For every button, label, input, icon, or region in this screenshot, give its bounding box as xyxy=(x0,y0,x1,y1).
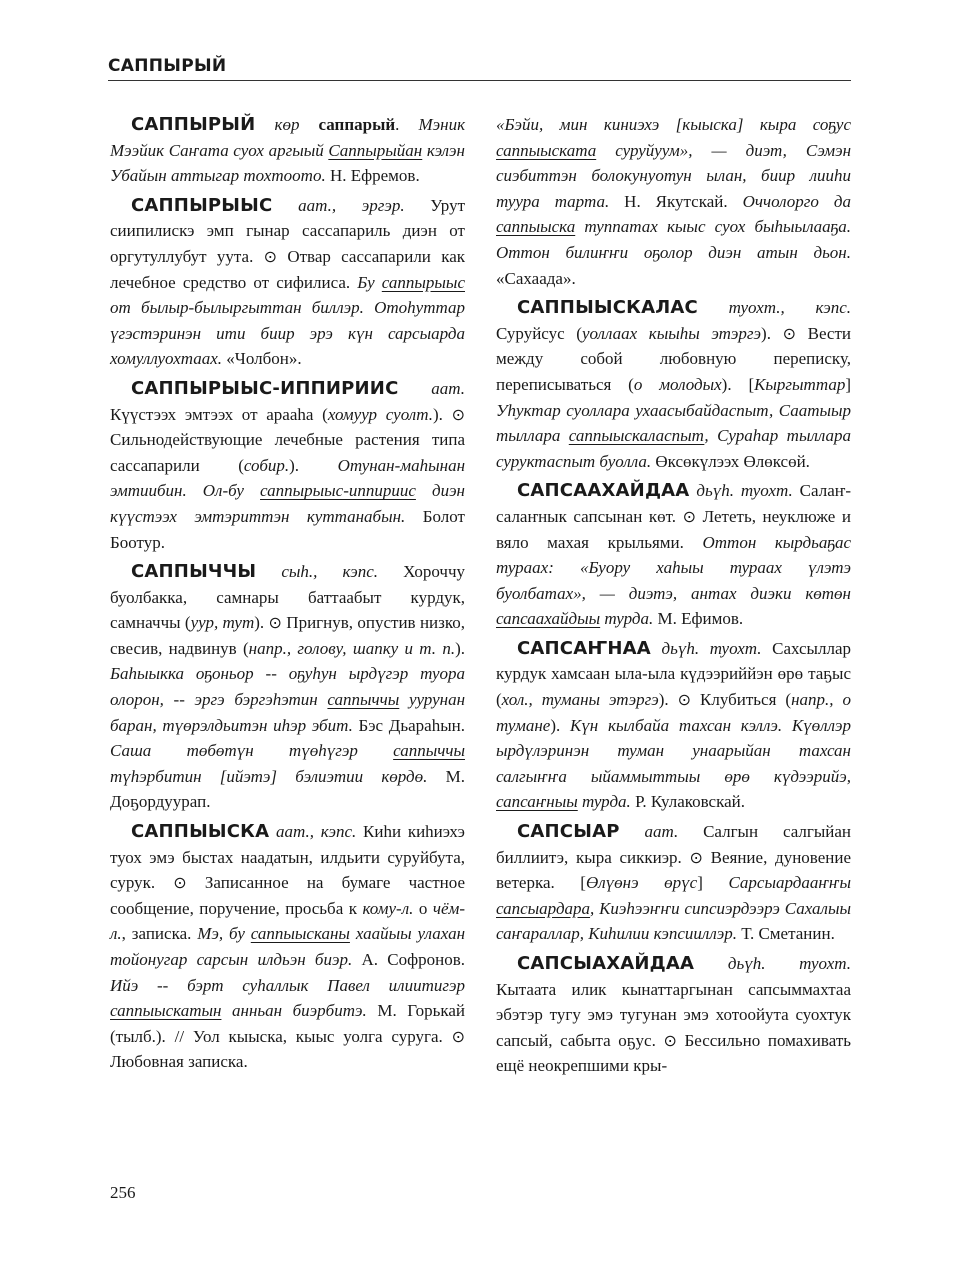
text-run: Т. Сметанин. xyxy=(737,924,835,944)
example-text: Бу xyxy=(357,272,382,292)
text-run: Вести между собой любовную переписку, переписываться ( xyxy=(496,323,851,394)
example-text: Өлүөнэ өрүс xyxy=(585,873,698,893)
grammar-label: кому-л. xyxy=(362,898,414,918)
example-text: Отунан-маһынан эмтиибин. Ол-бу xyxy=(110,455,465,501)
grammar-label: собир. xyxy=(243,455,290,475)
underlined-form: саппыыска xyxy=(496,217,576,237)
translation-marker-icon: ⊙ xyxy=(682,506,697,526)
text-run: ). xyxy=(761,323,783,343)
text-run xyxy=(272,196,298,215)
text-run xyxy=(256,562,281,581)
text-run: . xyxy=(395,115,419,134)
grammar-label: уоллаах кыыһы этэргэ xyxy=(581,323,762,343)
text-run: Записанное на бумаге частное сообщение, поручение, просьба к xyxy=(110,873,466,918)
text-run: ). xyxy=(254,613,269,633)
text-run: Сильнодействующие лечебные растения типа сассапарили ( xyxy=(110,430,465,475)
translation-marker-icon: ⊙ xyxy=(268,613,282,633)
underlined-form: сапсаахайдыы xyxy=(496,609,601,629)
text-run xyxy=(299,115,318,134)
text-run: о xyxy=(413,898,433,918)
translation-marker-icon: ⊙ xyxy=(451,1026,465,1046)
grammar-label: аат. xyxy=(431,378,465,398)
text-run: Кытаата илик кынаттаргынан сапсыммахтаа эбэтэр тугу эмэ тугунан эмэ хотоойута суохтук сапсый, сабыта оҕус. xyxy=(496,979,851,1050)
text-run: , записка. xyxy=(121,924,198,944)
text-run: ] xyxy=(697,873,729,893)
headword: САППЫЧЧЫ xyxy=(131,561,257,583)
translation-marker-icon: ⊙ xyxy=(173,873,187,893)
grammar-label: аат., эргэр. xyxy=(298,195,405,215)
text-run: Любовная записка. xyxy=(110,1052,248,1072)
right-column-entry xyxy=(496,478,851,632)
grammar-label: напр., о тумане xyxy=(496,690,852,735)
text-run: Веяние, дуновение ветерка. [ xyxy=(496,847,851,893)
cross-reference: саппарый xyxy=(318,115,396,134)
example-text: кэлэн Убайын аттыгар тохтоото. xyxy=(110,140,465,186)
page-number: 256 xyxy=(110,1183,136,1202)
text-run: Н. Ефремов. xyxy=(325,166,420,186)
translation-marker-icon: ⊙ xyxy=(782,323,796,343)
example-text: турда. xyxy=(577,792,631,812)
text-run: Клубиться ( xyxy=(691,690,792,710)
underlined-form: сапсаҥныы xyxy=(496,792,578,812)
example-text: «Бэйи, мин киниэхэ [кыыска] кыра соҕус xyxy=(496,115,851,134)
text-run: Салгын салгыйан биллиитэ, кыра сиккиэр. xyxy=(496,822,852,867)
headword: САППЫЫСКА xyxy=(131,821,270,843)
headword: САПСААХАЙДАА xyxy=(517,480,690,502)
example-text: түһэрбитин [ийэтэ] бэлиэтии көрдө. xyxy=(110,766,428,786)
example-text: диэн күүстээх эмтэриттэн куттанабын. xyxy=(110,481,465,526)
underlined-form: сапсыардара xyxy=(496,898,591,918)
text-run: Сахсыллар курдук хамсаан ыла-ыла күдээриййэн өрө таҕыс ( xyxy=(496,638,851,710)
text-run xyxy=(698,298,729,317)
right-column-entry xyxy=(496,636,851,815)
text-run xyxy=(651,639,662,658)
grammar-label: о молодых xyxy=(633,374,722,394)
example-text: суруйуум», — диэт, Сэмэн сиэбиттэн болокунуотун ылан, биир лииһи туура тарта. xyxy=(496,140,851,211)
example-text: Сарсыардааҥҥы xyxy=(728,873,851,893)
text-run: Хороччу буолбакка, самнары баттаабыт курдук, самначчы ( xyxy=(110,562,465,633)
example-text: туппатах кыыс суох быһыылааҕа. Оттон билиҥҥи оҕолор диэн атын дьон. xyxy=(496,217,851,262)
text-run xyxy=(620,822,645,841)
grammar-label: напр., голову, шапку и т. п. xyxy=(248,638,456,658)
example-text: турда. xyxy=(600,609,654,629)
text-run: ). [ xyxy=(721,374,755,394)
grammar-label: аат., кэпс. xyxy=(276,822,357,842)
example-text: Мэник Мээйик Саҥата суох аргыый xyxy=(110,115,466,160)
headword: САППЫЫСКАЛАС xyxy=(517,297,698,319)
text-run: Күүстээх эмтээх от арааһа ( xyxy=(110,404,328,424)
text-run: Р. Кулаковскай. xyxy=(630,792,745,812)
headword: САПСАҤНАА xyxy=(517,637,651,659)
underlined-form: саппыыскаласпыт xyxy=(568,426,705,446)
left-column-entry xyxy=(110,819,465,1075)
text-run: Бессильно помахивать ещё неокрепшими кры- xyxy=(496,1030,851,1076)
text-run: А. Софронов. xyxy=(352,950,465,969)
headword: САППЫРЫЫС xyxy=(131,194,273,216)
text-run: Отвар сассапарили как лечебное средство от сифилиса. xyxy=(110,246,465,292)
underlined-form: Саппырыйан xyxy=(328,140,423,160)
text-run: Пригнув, опустив низко, свесив, надвинув ( xyxy=(110,613,466,658)
translation-marker-icon: ⊙ xyxy=(677,690,692,710)
example-text: Баһыыкка оҕоньор -- оҕуһун ырдүгэр туора олорон, -- эргэ бэргэһэтин xyxy=(110,664,465,710)
grammar-label: аат. xyxy=(644,822,679,842)
underlined-form: саппыччы xyxy=(393,741,465,761)
grammar-label: хомуур суолт. xyxy=(327,404,433,424)
translation-marker-icon: ⊙ xyxy=(451,404,465,424)
grammar-label: дьүһ. туохт. xyxy=(661,638,762,658)
text-run: Суруйсус ( xyxy=(496,323,582,343)
text-run: Бэс Дьараһын. xyxy=(352,715,465,735)
text-run: ). xyxy=(658,690,678,710)
grammar-label: көр xyxy=(274,115,300,134)
right-column-entry xyxy=(496,819,851,947)
text-run: ). xyxy=(289,455,338,475)
example-text: Кыргыттар xyxy=(754,374,846,394)
grammar-label: дьүһ. туохт. xyxy=(727,954,851,973)
text-run: Урут сиипилискэ эмп гынар сассапариль диэн от оргутуллубут уута. xyxy=(110,195,466,266)
text-run: «Чолбон». xyxy=(222,349,302,369)
left-column-entry xyxy=(110,559,465,815)
underlined-form: саппырыыс-иппириис xyxy=(260,481,416,501)
example-text: Саша төбөтүн түөһүгэр xyxy=(110,741,394,761)
text-run: Киһи киһиэхэ туох эмэ быстах наадатын, илдьити суруйбута, сурук. xyxy=(110,822,465,893)
header-rule xyxy=(108,80,851,81)
underlined-form: саппыыскатын xyxy=(110,1001,222,1021)
text-run: Н. Якутскай. xyxy=(609,191,743,211)
underlined-form: саппырыыс xyxy=(381,272,465,292)
example-text: , Киэһээҥҥи сипсиэрдээрэ Сахалыы саҥараллар, Киһилии кэпсииллэр. xyxy=(496,898,851,944)
text-run: ). xyxy=(432,404,452,424)
example-text: хаайыы улахан тойонугар сарсын илдьэн биэр. xyxy=(110,924,465,969)
text-run: М. Доҕордуурап. xyxy=(110,766,465,812)
example-text: , Сураһар тыллара суруктаспыт буолла. xyxy=(496,426,852,471)
underlined-form: саппыысканы xyxy=(250,924,350,944)
right-column-entry xyxy=(496,295,851,474)
example-text: Күн кылбайа тахсан кэллэ. Күөллэр ырдүлэринэн туман унаарыйан тахсан салгыҥҥа ыйаммыттыы өрө күдээрийэ, xyxy=(496,715,851,786)
text-run: ] xyxy=(845,374,851,394)
text-run: Лететь, неуклюже и вяло махая крыльями. xyxy=(496,506,851,552)
headword: САППЫРЫЫС-ИППИРИИС xyxy=(131,377,399,399)
example-text: Мэ, бу xyxy=(197,924,251,944)
text-run: М. Ефимов. xyxy=(653,609,744,629)
underlined-form: саппыыската xyxy=(496,140,597,160)
underlined-form: саппыччы xyxy=(327,690,400,710)
example-text: уурунан баран, түөрэлдьитэн иһэр эбит. xyxy=(110,690,465,735)
left-column-entry xyxy=(110,112,465,189)
text-run: Өксөкүлээх Өлөксөй. xyxy=(651,451,810,471)
example-text: Ийэ -- бэрт суһаллык Павел илиитигэр xyxy=(110,975,465,995)
text-run: М. Горькай (тылб.). // Уол кыыска, кыыс уолга суруга. xyxy=(110,1001,465,1046)
text-run: ). xyxy=(455,638,465,658)
left-column-entry xyxy=(110,376,465,555)
text-run: ). xyxy=(550,715,570,735)
text-run xyxy=(398,379,431,398)
right-column xyxy=(496,112,851,1083)
example-text: Оттон кырдьаҕас тураах: «Буору хаһыы тураах үлэтэ буолбатах», — диэтэ, антах диэки көтөн xyxy=(496,532,851,603)
headword: САПСЫАХАЙДАА xyxy=(517,953,695,974)
text-run xyxy=(255,115,274,134)
left-column-entry xyxy=(110,193,465,372)
left-column xyxy=(110,112,465,1079)
translation-marker-icon: ⊙ xyxy=(263,246,278,266)
text-run: Салаҥ-салаҥнык сапсынан көт. xyxy=(496,481,851,526)
grammar-label: туохт., кэпс. xyxy=(728,298,851,318)
grammar-label: дьүһ. туохт. xyxy=(696,481,793,501)
example-text: от былыр-былыргыттан биллэр. Отоһуттар үгэстэринэн ити биир эрэ күн сарсыарда хомуллуохтаах. xyxy=(110,298,465,369)
text-run xyxy=(269,822,276,841)
headword: САППЫРЫЙ xyxy=(131,114,256,135)
grammar-label: чём-л. xyxy=(110,898,466,944)
grammar-label: уур, тут xyxy=(190,613,255,633)
running-head: САППЫРЫЙ xyxy=(108,56,227,76)
grammar-label: хол., туманы этэргэ xyxy=(501,690,659,710)
translation-marker-icon: ⊙ xyxy=(689,847,703,867)
text-run xyxy=(694,954,728,973)
example-text: Уһуктар суоллара ухаасыбайдаспыт, Саатыыр тыллара xyxy=(496,400,851,446)
headword: САПСЫАР xyxy=(517,821,620,843)
translation-marker-icon: ⊙ xyxy=(663,1030,677,1050)
right-column-entry xyxy=(496,951,851,1079)
text-run: «Сахаада». xyxy=(496,268,576,288)
example-text: анньан биэрбитэ. xyxy=(221,1001,367,1021)
text-run: Болот Боотур. xyxy=(110,506,465,552)
right-column-entry xyxy=(496,112,851,291)
example-text: Оччолорго да xyxy=(742,191,851,211)
grammar-label: сыһ., кэпс. xyxy=(281,562,379,582)
